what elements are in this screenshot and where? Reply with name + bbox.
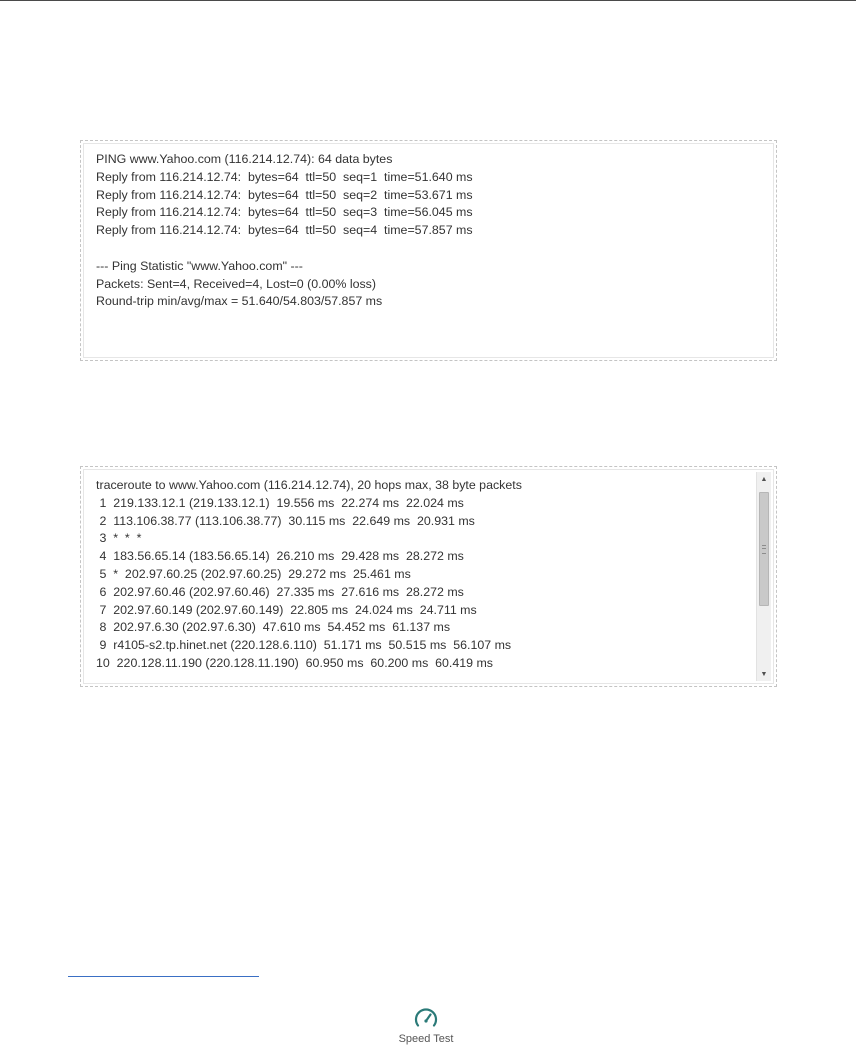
ping-line: PING www.Yahoo.com (116.214.12.74): 64 data bytes — [96, 152, 393, 166]
ping-line: Reply from 116.214.12.74: bytes=64 ttl=50 seq=1 time=51.640 ms — [96, 169, 473, 184]
ping-line: Reply from 116.214.12.74: bytes=64 ttl=50 seq=3 time=56.045 ms — [96, 205, 473, 220]
traceroute-line: 7 202.97.60.149 (202.97.60.149) 22.805 ms 24.024 ms 24.711 ms — [96, 602, 477, 617]
link-underline[interactable] — [68, 976, 259, 977]
ping-output — [96, 151, 750, 356]
ping-line: Packets: Sent=4, Received=4, Lost=0 (0.00% loss) — [96, 276, 376, 291]
traceroute-line: 2 113.106.38.77 (113.106.38.77) 30.115 ms 22.649 ms 20.931 ms — [96, 513, 475, 528]
scrollbar-thumb[interactable] — [759, 492, 769, 606]
traceroute-scrollbar[interactable] — [756, 472, 771, 681]
ping-result-panel — [80, 140, 777, 361]
scroll-down-arrow-icon[interactable]: ▼ — [760, 670, 768, 678]
traceroute-line: 10 220.128.11.190 (220.128.11.190) 60.950 ms 60.200 ms 60.419 ms — [96, 655, 494, 670]
traceroute-line: 9 r4105-s2.tp.hinet.net (220.128.6.110) 51.171 ms 50.515 ms 56.107 ms — [96, 638, 512, 653]
speed-test-button[interactable] — [386, 1006, 466, 1046]
traceroute-line: 1 219.133.12.1 (219.133.12.1) 19.556 ms 22.274 ms 22.024 ms — [96, 495, 464, 510]
speed-test-label: Speed Test — [398, 1033, 454, 1045]
traceroute-line: 3 * * * — [96, 531, 142, 546]
traceroute-result-panel[interactable] — [80, 466, 777, 687]
ping-line — [96, 240, 750, 258]
ping-line: --- Ping Statistic "www.Yahoo.com" --- — [96, 258, 303, 273]
traceroute-line: 6 202.97.60.46 (202.97.60.46) 27.335 ms 27.616 ms 28.272 ms — [96, 584, 464, 599]
top-rule — [0, 0, 856, 1]
ping-line: Reply from 116.214.12.74: bytes=64 ttl=50 seq=4 time=57.857 ms — [96, 223, 473, 238]
traceroute-line: traceroute to www.Yahoo.com (116.214.12.74), 20 hops max, 38 byte packets — [96, 478, 522, 492]
ping-line: Reply from 116.214.12.74: bytes=64 ttl=50 seq=2 time=53.671 ms — [96, 187, 473, 202]
ping-line: Round-trip min/avg/max = 51.640/54.803/57.857 ms — [96, 294, 383, 309]
traceroute-line: 5 * 202.97.60.25 (202.97.60.25) 29.272 ms 25.461 ms — [96, 566, 411, 581]
scroll-up-arrow-icon[interactable]: ▲ — [760, 475, 768, 483]
traceroute-output — [96, 477, 750, 682]
traceroute-line: 4 183.56.65.14 (183.56.65.14) 26.210 ms 29.428 ms 28.272 ms — [96, 549, 464, 564]
scrollbar-grip-icon — [762, 545, 766, 554]
traceroute-line: 8 202.97.6.30 (202.97.6.30) 47.610 ms 54.452 ms 61.137 ms — [96, 620, 451, 635]
gauge-icon — [413, 1006, 439, 1032]
